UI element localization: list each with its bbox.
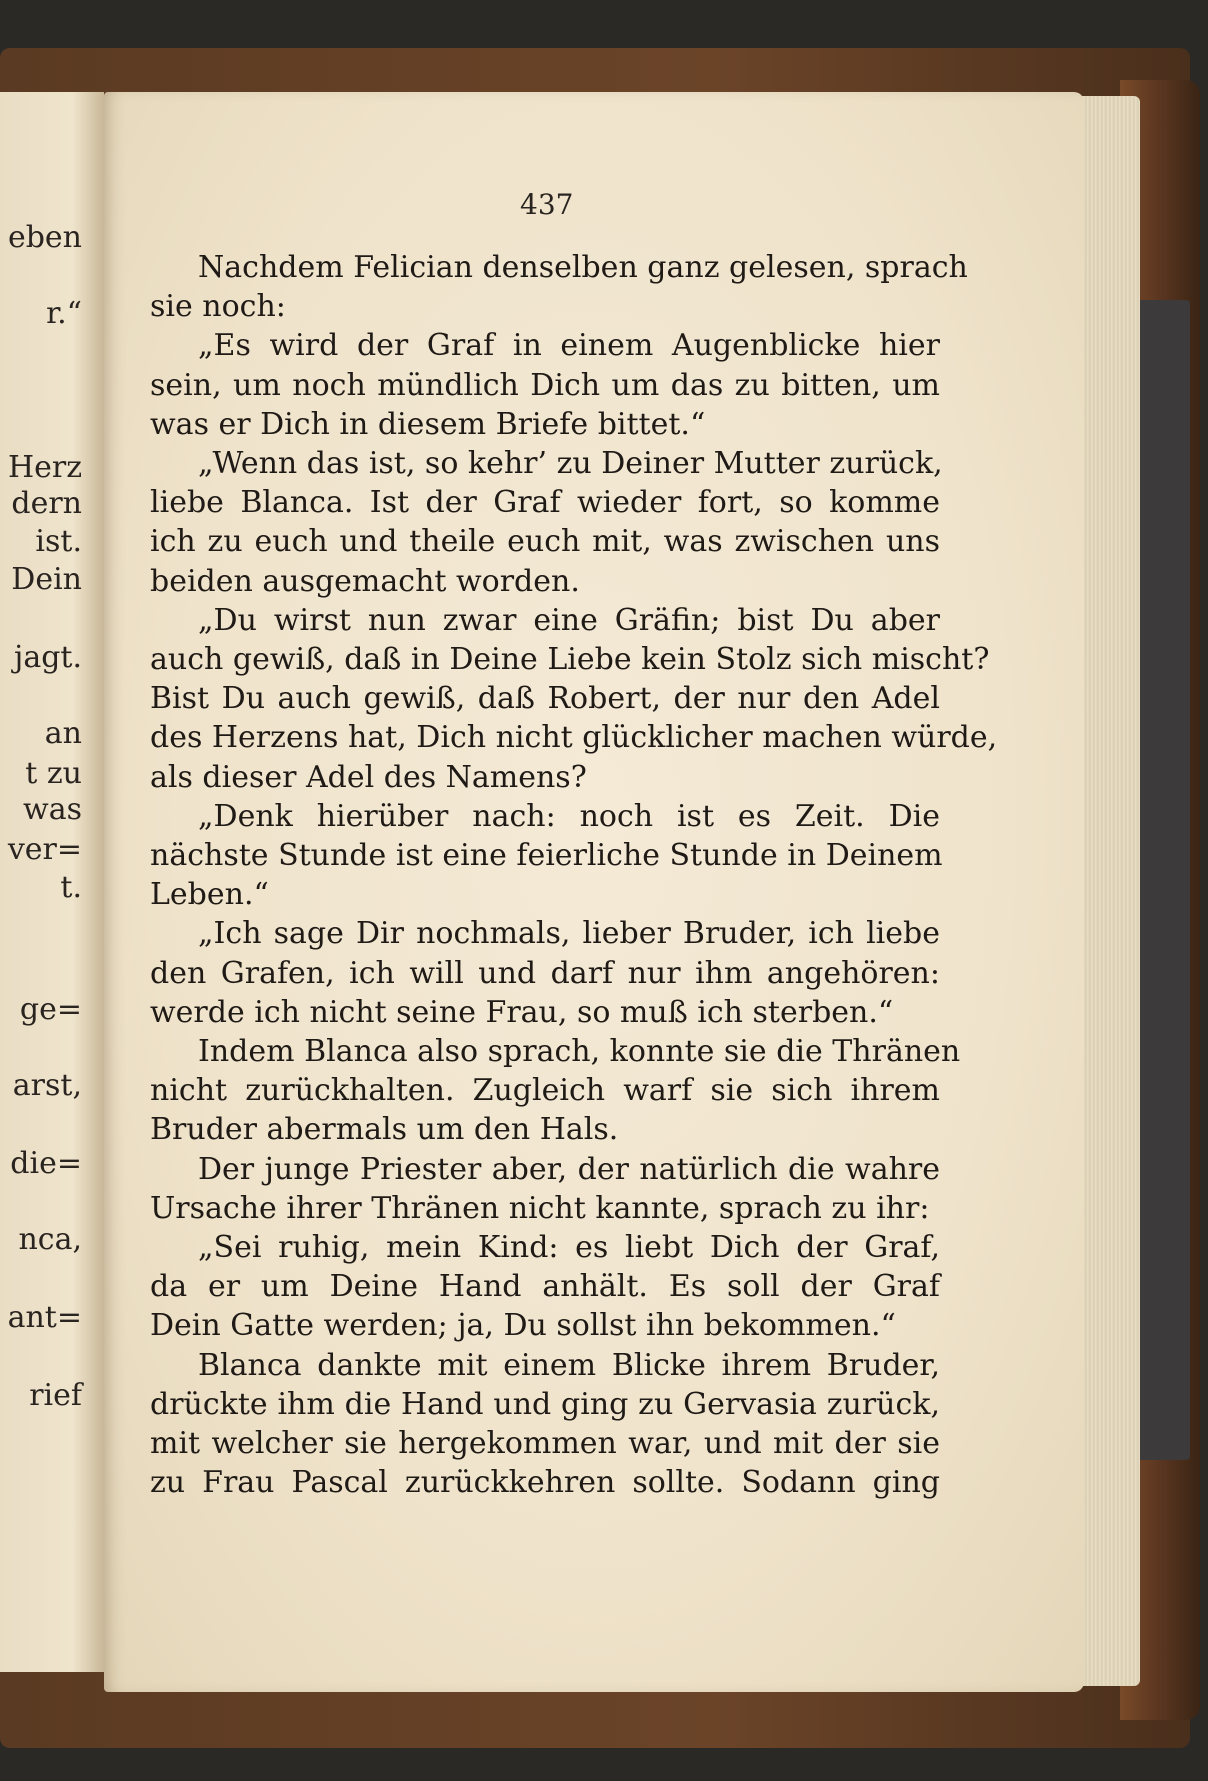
text-line: Blanca dankte mit einem Blicke ihrem Bruder, xyxy=(198,1347,940,1383)
text-line: Nachdem Felician denselben ganz gelesen, sprach xyxy=(198,250,968,285)
text-line: nicht zurückhalten. Zugleich warf sie sich ihrem xyxy=(150,1073,940,1109)
text-line: beiden ausgemacht worden. xyxy=(150,563,580,599)
left-page-fragment: t zu xyxy=(25,756,82,791)
left-page-fragment: die= xyxy=(10,1146,82,1181)
text-line: Indem Blanca also sprach, konnte sie die Thränen xyxy=(198,1034,961,1069)
cover-worn-patch xyxy=(1135,300,1190,1460)
text-line: liebe Blanca. Ist der Graf wieder fort, so komme xyxy=(150,485,940,521)
text-line: Ursache ihrer Thränen nicht kannte, sprach zu ihr: xyxy=(150,1190,930,1226)
page-number: 437 xyxy=(520,188,574,221)
left-page-fragment: ist. xyxy=(35,524,82,559)
text-line: Bist Du auch gewiß, daß Robert, der nur den Adel xyxy=(150,681,940,717)
text-line: da er um Deine Hand anhält. Es soll der Graf xyxy=(150,1269,940,1305)
text-line: auch gewiß, daß in Deine Liebe kein Stolz sich mischt? xyxy=(150,642,990,677)
text-line: Bruder abermals um den Hals. xyxy=(150,1112,619,1148)
left-page-fragment: Dein xyxy=(11,562,82,597)
left-page-fragment: dern xyxy=(11,486,82,521)
text-line: den Grafen, ich will und darf nur ihm angehören: xyxy=(150,955,940,991)
text-line: „Sei ruhig, mein Kind: es liebt Dich der Graf, xyxy=(198,1230,940,1265)
left-page-fragment: arst, xyxy=(12,1068,82,1103)
text-line: nächste Stunde ist eine feierliche Stunde in Deinem xyxy=(150,838,943,873)
text-line: „Du wirst nun zwar eine Gräfin; bist Du aber xyxy=(198,602,940,638)
text-line: „Wenn das ist, so kehr’ zu Deiner Mutter zurück, xyxy=(198,446,943,481)
text-line: „Es wird der Graf in einem Augenblicke hier xyxy=(198,328,940,364)
text-line: Dein Gatte werden; ja, Du sollst ihn bekommen.“ xyxy=(150,1308,896,1344)
left-page-fragment: eben xyxy=(7,220,82,255)
text-line: zu Frau Pascal zurückkehren sollte. Sodann ging xyxy=(150,1465,940,1501)
text-line: sie noch: xyxy=(150,289,286,325)
left-page-fragment: rief xyxy=(29,1378,82,1413)
text-line: als dieser Adel des Namens? xyxy=(150,759,587,795)
left-page-fragment: Herz xyxy=(7,450,82,485)
left-page xyxy=(0,92,104,1672)
text-line: werde ich nicht seine Frau, so muß ich sterben.“ xyxy=(150,994,894,1030)
left-page-fragment: t. xyxy=(60,870,82,905)
left-page-fragment: an xyxy=(44,716,82,751)
text-line: des Herzens hat, Dich nicht glücklicher machen würde, xyxy=(150,720,998,756)
left-page-fragment: nca, xyxy=(18,1222,82,1257)
text-line: „Denk hierüber nach: noch ist es Zeit. Die xyxy=(198,798,940,834)
text-line: was er Dich in diesem Briefe bittet.“ xyxy=(150,406,706,442)
text-line: sein, um noch mündlich Dich um das zu bitten, um xyxy=(150,367,940,403)
left-page-fragment: ge= xyxy=(19,992,82,1027)
left-page-fragment: was xyxy=(23,792,82,827)
text-line: Der junge Priester aber, der natürlich die wahre xyxy=(198,1151,940,1187)
text-line: drückte ihm die Hand und ging zu Gervasia zurück, xyxy=(150,1386,940,1422)
text-line: ich zu euch und theile euch mit, was zwischen uns xyxy=(150,524,940,560)
text-line: Leben.“ xyxy=(150,877,269,913)
left-page-fragment: ver= xyxy=(7,832,82,867)
left-page-fragment: r.“ xyxy=(46,296,82,331)
text-line: mit welcher sie hergekommen war, und mit der sie xyxy=(150,1426,940,1461)
left-page-fragment: ant= xyxy=(7,1300,82,1335)
left-page-fragment: jagt. xyxy=(14,640,82,675)
text-line: „Ich sage Dir nochmals, lieber Bruder, ich liebe xyxy=(198,916,940,952)
